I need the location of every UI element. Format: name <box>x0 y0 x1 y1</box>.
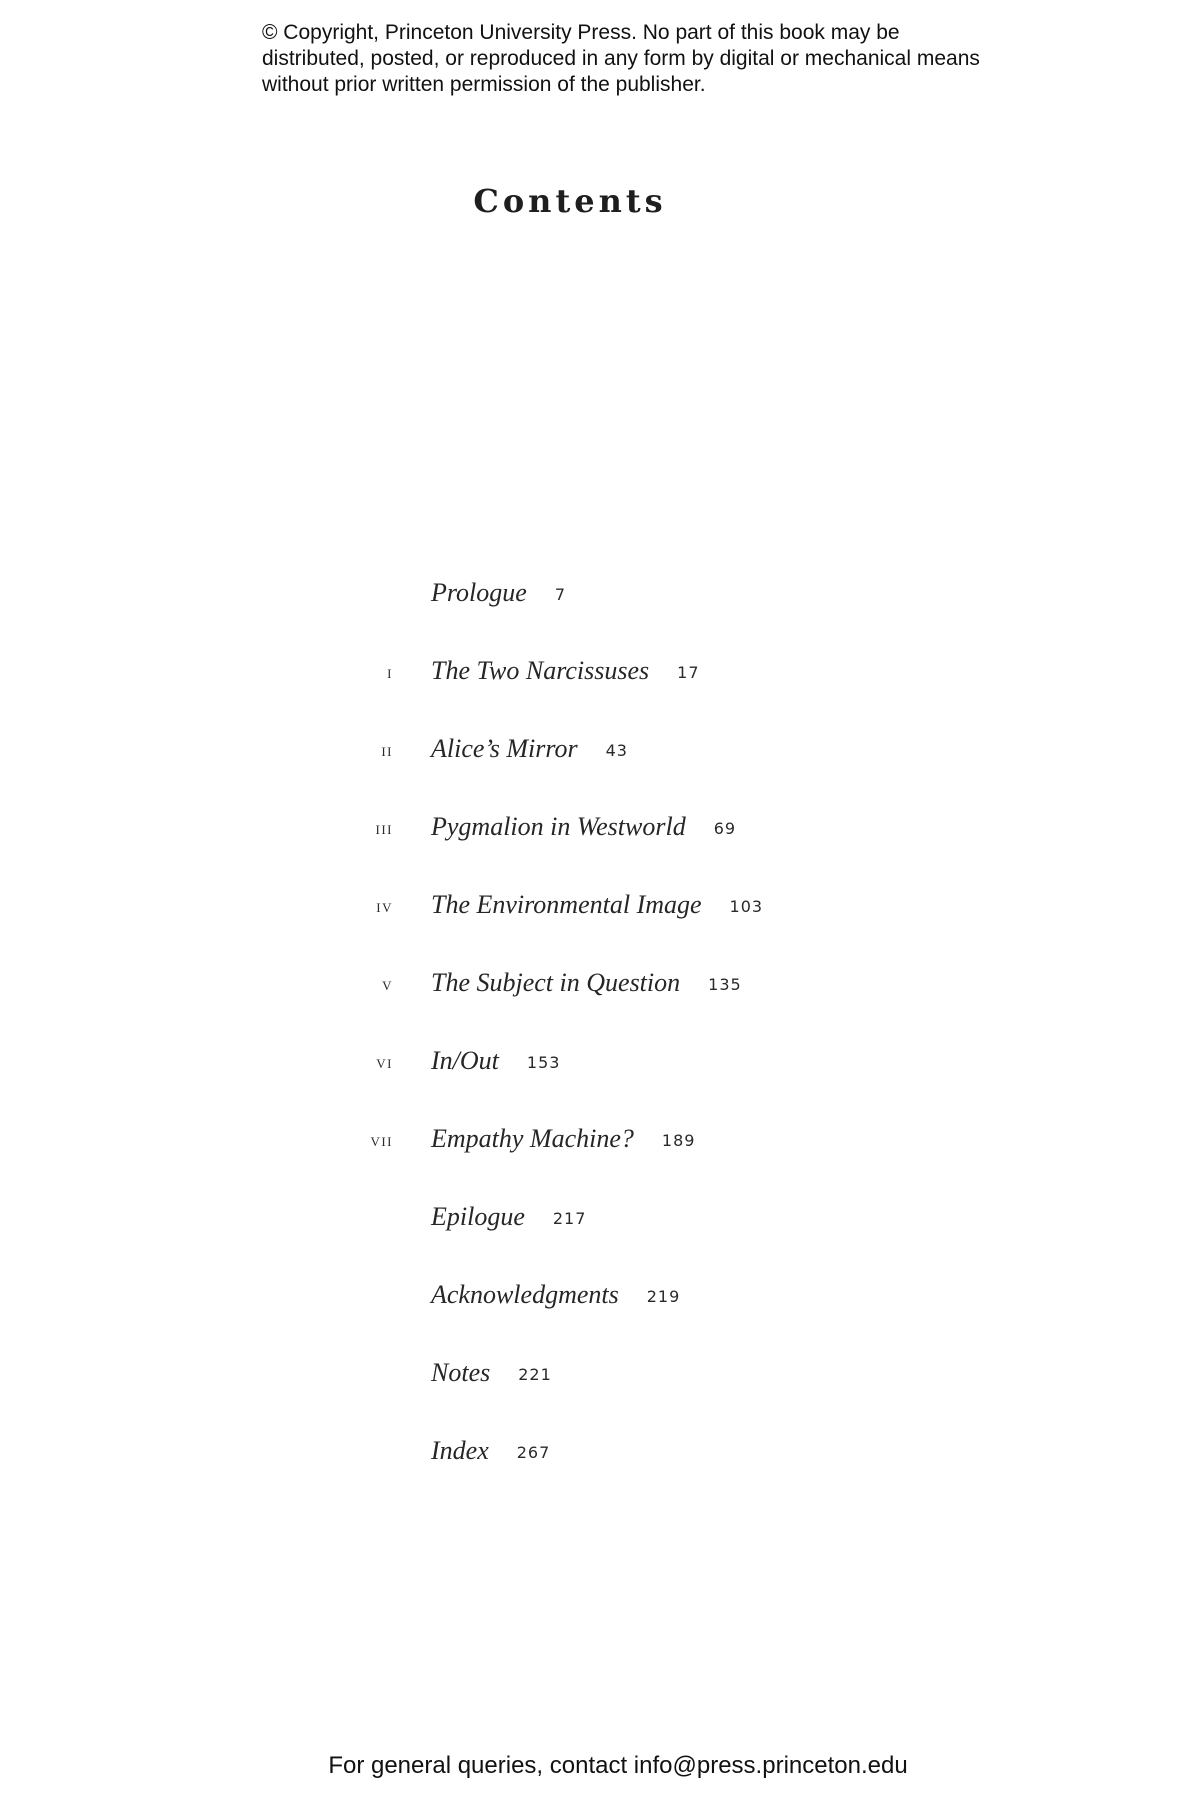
toc-entry-chapter-1 <box>0 656 1200 734</box>
page-number: 7 <box>554 585 566 604</box>
chapter-title: Notes <box>431 1358 491 1387</box>
page-number: 217 <box>552 1209 587 1228</box>
chapter-numeral: i <box>387 662 393 683</box>
toc-entry-notes <box>0 1358 1200 1436</box>
chapter-numeral: ii <box>381 740 393 761</box>
chapter-title: Alice’s Mirror <box>431 734 578 763</box>
toc-entry-chapter-7 <box>0 1124 1200 1202</box>
chapter-title: Acknowledgments <box>431 1280 619 1309</box>
toc-entry-prologue <box>0 578 1200 656</box>
chapter-title: Pygmalion in Westworld <box>431 812 686 841</box>
chapter-title: Empathy Machine? <box>431 1124 634 1153</box>
chapter-title: Epilogue <box>431 1202 525 1231</box>
toc-entry-epilogue <box>0 1202 1200 1280</box>
page-number: 103 <box>729 897 764 916</box>
page-number: 135 <box>708 975 742 994</box>
chapter-numeral: vii <box>370 1130 393 1151</box>
toc-entry-chapter-3 <box>0 812 1200 890</box>
page-number: 219 <box>646 1287 681 1306</box>
footer-contact: For general queries, contact info@press.princeton.edu <box>328 1752 908 1779</box>
toc-entry-chapter-4 <box>0 890 1200 968</box>
toc-entry-acknowledgments <box>0 1280 1200 1358</box>
page-number: 189 <box>661 1131 696 1150</box>
chapter-numeral: v <box>382 974 393 995</box>
chapter-title: In/Out <box>431 1046 499 1075</box>
toc-entry-chapter-5 <box>0 968 1200 1046</box>
chapter-title: The Environmental Image <box>431 890 702 919</box>
page-number: 43 <box>605 741 628 760</box>
chapter-numeral: iv <box>376 896 393 917</box>
page-number: 221 <box>518 1365 552 1384</box>
toc-entry-chapter-6 <box>0 1046 1200 1124</box>
chapter-title: The Two Narcissuses <box>431 656 650 685</box>
chapter-title: Prologue <box>431 578 527 607</box>
page-number: 267 <box>516 1443 551 1462</box>
chapter-numeral: iii <box>375 818 393 839</box>
page-number: 17 <box>677 663 700 682</box>
table-of-contents <box>0 578 1200 1514</box>
chapter-title: The Subject in Question <box>431 968 681 997</box>
chapter-numeral: vi <box>376 1052 393 1073</box>
chapter-title: Index <box>431 1436 489 1465</box>
copyright-notice: © Copyright, Princeton University Press. No part of this book may be distributed, posted, or reproduced in any form by digital or mechanical means without prior written permission of the publisher. <box>262 21 980 96</box>
toc-entry-chapter-2 <box>0 734 1200 812</box>
page-number: 69 <box>713 819 737 838</box>
toc-entry-index <box>0 1436 1200 1514</box>
page-number: 153 <box>526 1053 561 1072</box>
contents-heading: Contents <box>473 182 667 220</box>
